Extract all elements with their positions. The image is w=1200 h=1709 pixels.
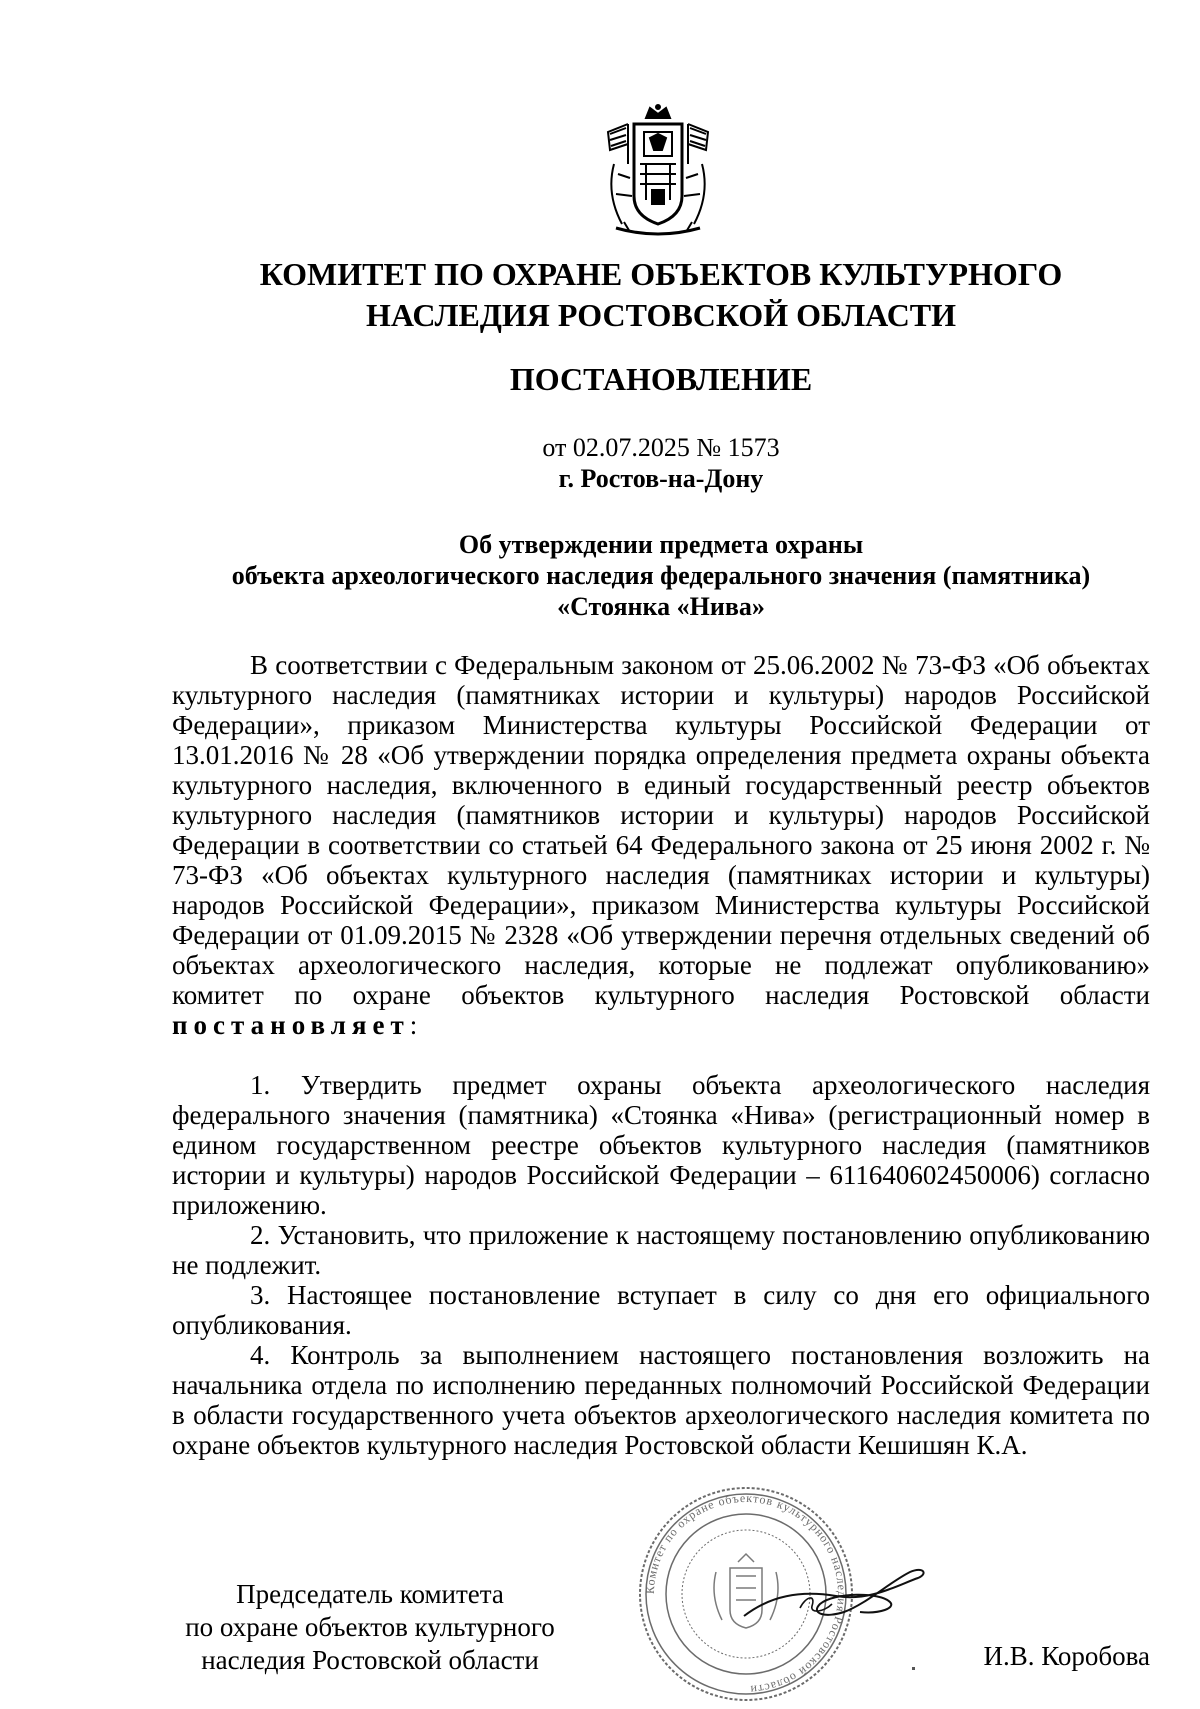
organization-name: [0, 254, 1200, 336]
preamble-verb: постановляет: [172, 1010, 410, 1040]
list-item-2: 2. Установить, что приложение к настоящему постановлению опубликованию не подлежит.: [172, 1220, 1150, 1280]
svg-text:Комитет по охране объектов кул: Комитет по охране объектов культурного наследия Ростовской области: [642, 1490, 850, 1698]
signatory-position: [170, 1578, 570, 1677]
document-body: [172, 650, 1150, 1460]
document-title-line-1: Об утверждении предмета охраны: [458, 530, 864, 559]
organization-name-line-1: КОМИТЕТ ПО ОХРАНЕ ОБЪЕКТОВ КУЛЬТУРНОГО: [259, 256, 1063, 292]
document-type: ПОСТАНОВЛЕНИЕ: [509, 361, 813, 397]
signatory-position-line-2: по охране объектов культурного: [185, 1612, 555, 1642]
signatory-position-line-3: наследия Ростовской области: [201, 1645, 539, 1675]
stray-mark: [912, 1667, 915, 1670]
list-item-1: 1. Утвердить предмет охраны объекта археологического наследия федерального значения (памятника) «Стоянка «Нива» (регистрационный номер в едином государственном реестре объектов культурного наследия (памятников истории и культуры) народов Российской Федерации – 611640602450006) согласно приложению.: [172, 1070, 1150, 1220]
document-city: г. Ростов-на-Дону: [558, 464, 764, 493]
document-title-line-3: «Стоянка «Нива»: [557, 592, 765, 621]
paragraph-gap: [172, 1040, 1150, 1070]
signatory-name: И.В. Коробова: [983, 1641, 1150, 1671]
preamble-text: В соответствии с Федеральным законом от 25.06.2002 № 73-ФЗ «Об объектах культурного наследия (памятниках истории и культуры) народов Российской Федерации», приказом Министерства культуры Российской Федерации от 13.01.2016 № 28 «Об утверждении порядка определения предмета охраны объекта культурного наследия, включенного в единый государственный реестр объектов культурного наследия (памятников истории и культуры) народов Российской Федерации в соответствии со статьей 64 Федерального закона от 25 июня 2002 г. № 73-ФЗ «Об объектах культурного наследия (памятниках истории и культуры) народов Российской Федерации», приказом Министерства культуры Российской Федерации от 01.09.2015 № 2328 «Об утверждении перечня отдельных сведений об объектах археологического наследия, которые не подлежат опубликованию» комитет по охране объектов культурного наследия Ростовской области: [172, 650, 1150, 1010]
list-item-3: 3. Настоящее постановление вступает в силу со дня его официального опубликования.: [172, 1280, 1150, 1340]
document-title-line-2: объекта археологического наследия федерального значения (памятника): [231, 561, 1091, 590]
preamble-tail: :: [409, 1010, 418, 1040]
handwritten-signature-icon: [740, 1556, 930, 1636]
list-item-4: 4. Контроль за выполнением настоящего постановления возложить на начальника отдела по исполнению переданных полномочий Российской Федерации в области государственного учета объектов археологического наследия комитета по охране объектов культурного наследия Ростовской области Кешишян К.А.: [172, 1340, 1150, 1460]
preamble-paragraph: [172, 650, 1150, 1040]
signatory-position-line-1: Председатель комитета: [236, 1579, 504, 1609]
coat-of-arms-icon: [600, 104, 716, 240]
organization-name-line-2: НАСЛЕДИЯ РОСТОВСКОЙ ОБЛАСТИ: [365, 297, 957, 333]
document-title: [0, 529, 1200, 622]
document-date-number: от 02.07.2025 № 1573: [542, 433, 780, 462]
